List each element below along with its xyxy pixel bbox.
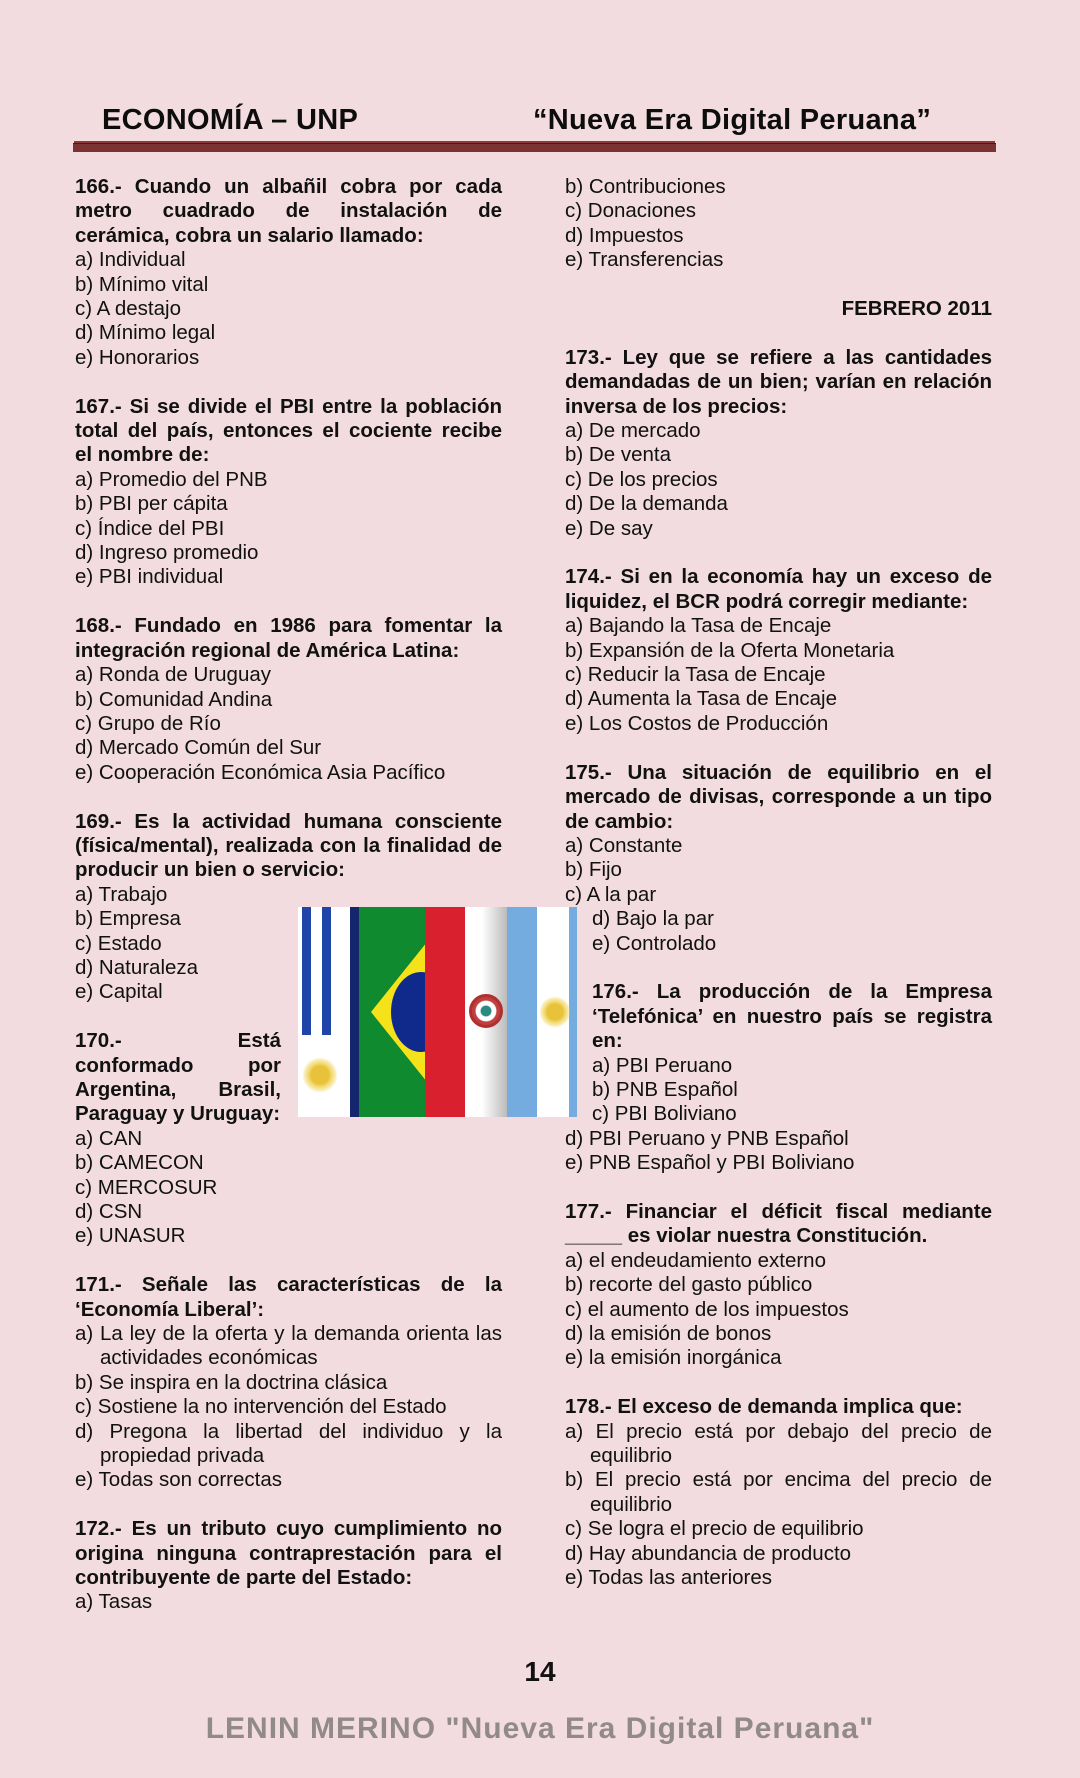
option: d) De la demanda <box>565 492 728 516</box>
question-text: 177.- Financiar el déficit fiscal mediante _____ es violar nuestra Constitución. <box>565 1199 992 1248</box>
option: b) Comunidad Andina <box>75 687 273 711</box>
option: a) Trabajo <box>75 882 168 906</box>
paraguay-flag-red <box>425 907 466 1117</box>
option: a) La ley de la oferta y la demanda orienta las actividades económicas <box>75 1322 502 1370</box>
option: d) Pregona la libertad del individuo y la propiedad privada <box>75 1419 502 1468</box>
option: c) el aumento de los impuestos <box>565 1297 849 1321</box>
question-168 <box>75 614 502 785</box>
option: e) UNASUR <box>75 1224 186 1248</box>
option: c) Estado <box>75 931 162 955</box>
header-divider <box>73 143 996 152</box>
question-178 <box>565 1395 992 1590</box>
argentina-flag <box>507 907 577 1117</box>
option: d) Hay abundancia de producto <box>565 1541 852 1565</box>
question-172 <box>75 1517 502 1615</box>
question-text: 170.- Está conformado por Argentina, Brasil, Paraguay y Uruguay: <box>75 1029 281 1126</box>
option: e) Todas son correctas <box>75 1468 283 1492</box>
option: e) Cooperación Económica Asia Pacífico <box>75 760 446 784</box>
question-text: 172.- Es un tributo cuyo cumplimiento no origina ninguna contraprestación para el contribuyente de parte del Estado: <box>75 1517 502 1590</box>
option: a) CAN <box>75 1126 143 1150</box>
option: a) Promedio del PNB <box>75 467 268 491</box>
option: b) Expansión de la Oferta Monetaria <box>565 638 895 662</box>
paraguay-flag-white <box>465 907 506 1117</box>
option: d) Mercado Común del Sur <box>75 736 322 760</box>
question-text: 171.- Señale las características de la ‘Economía Liberal’: <box>75 1273 502 1321</box>
option: e) Todas las anteriores <box>565 1566 773 1590</box>
option: c) PBI Boliviano <box>592 1102 737 1126</box>
sun-icon <box>302 1057 338 1093</box>
option: a) PBI Peruano <box>592 1053 733 1077</box>
question-text: 175.- Una situación de equilibrio en el mercado de divisas, corresponde a un tipo de cambio: <box>565 760 992 833</box>
option: b) PNB Español <box>592 1077 738 1101</box>
watermark-text: LENIN MERINO "Nueva Era Digital Peruana" <box>205 1712 875 1745</box>
question-171 <box>75 1273 502 1493</box>
brazil-flag <box>350 907 425 1117</box>
option: c) De los precios <box>565 467 718 491</box>
option: b) Empresa <box>75 907 181 931</box>
option: c) A destajo <box>75 297 181 321</box>
exam-date-label: FEBRERO 2011 <box>841 297 992 321</box>
sun-icon <box>540 995 570 1029</box>
right-column <box>565 175 992 1590</box>
option: e) Honorarios <box>75 345 200 369</box>
option: e) PBI individual <box>75 565 224 589</box>
header-left-title: ECONOMÍA – UNP <box>102 104 359 136</box>
option: e) Los Costos de Producción <box>565 711 829 735</box>
uruguay-flag <box>298 907 350 1117</box>
option: a) De mercado <box>565 419 701 443</box>
option: b) Contribuciones <box>565 175 726 198</box>
option: c) A la par <box>565 882 657 906</box>
emblem-icon <box>469 994 503 1028</box>
option: e) Transferencias <box>565 248 724 272</box>
question-173 <box>565 346 992 541</box>
option: c) Grupo de Río <box>75 711 221 735</box>
option: d) Aumenta la Tasa de Encaje <box>565 687 837 711</box>
option: c) Índice del PBI <box>75 516 225 540</box>
question-text: 167.- Si se divide el PBI entre la población total del país, entonces el cociente recibe el nombre de: <box>75 394 502 467</box>
option: d) la emisión de bonos <box>565 1322 772 1345</box>
option: c) Reducir la Tasa de Encaje <box>565 663 826 687</box>
option: b) De venta <box>565 443 671 467</box>
question-text: 174.- Si en la economía hay un exceso de liquidez, el BCR podrá corregir mediante: <box>565 565 992 613</box>
option: d) Mínimo legal <box>75 321 216 345</box>
option: c) MERCOSUR <box>75 1175 218 1199</box>
question-166 <box>75 175 502 370</box>
option: c) Se logra el precio de equilibrio <box>565 1517 864 1541</box>
option: a) El precio está por debajo del precio de equilibrio <box>565 1419 992 1468</box>
question-177 <box>565 1200 992 1371</box>
option: d) Bajo la par <box>592 907 714 931</box>
option: b) Se inspira en la doctrina clásica <box>75 1370 388 1394</box>
option: c) Donaciones <box>565 199 697 223</box>
question-text: 173.- Ley que se refiere a las cantidades demandadas de un bien; varían en relación inversa de los precios: <box>565 345 992 418</box>
option: a) Ronda de Uruguay <box>75 663 272 687</box>
option: b) Fijo <box>565 858 622 882</box>
option: e) Controlado <box>592 931 717 955</box>
option: b) PBI per cápita <box>75 492 228 516</box>
question-174 <box>565 565 992 736</box>
left-column <box>75 175 502 1615</box>
option: b) El precio está por encima del precio de equilibrio <box>565 1468 992 1516</box>
option: d) Impuestos <box>565 223 684 247</box>
option: a) Constante <box>565 833 683 857</box>
option: d) Naturaleza <box>75 955 199 979</box>
option: a) el endeudamiento externo <box>565 1248 826 1272</box>
option: e) Capital <box>75 980 163 1004</box>
question-text: 166.- Cuando un albañil cobra por cada metro cuadrado de instalación de cerámica, cobra un salario llamado: <box>75 175 502 247</box>
option: e) De say <box>565 516 653 540</box>
option: c) Sostiene la no intervención del Estado <box>75 1395 447 1419</box>
option: e) PNB Español y PBI Boliviano <box>565 1151 855 1175</box>
option: b) Mínimo vital <box>75 272 209 296</box>
option: e) la emisión inorgánica <box>565 1346 782 1370</box>
option: d) CSN <box>75 1200 143 1223</box>
option: a) Tasas <box>75 1590 153 1614</box>
question-text: 169.- Es la actividad humana consciente (física/mental), realizada con la finalidad de producir un bien o servicio: <box>75 809 502 882</box>
question-text: 178.- El exceso de demanda implica que: <box>565 1395 963 1419</box>
header-right-title: “Nueva Era Digital Peruana” <box>533 104 932 136</box>
option: b) recorte del gasto público <box>565 1273 813 1297</box>
option: d) PBI Peruano y PNB Español <box>565 1126 849 1150</box>
question-175 <box>565 761 992 956</box>
option: a) Bajando la Tasa de Encaje <box>565 614 832 638</box>
question-176 <box>565 980 992 1175</box>
mercosur-flags-image <box>298 907 577 1117</box>
question-167 <box>75 395 502 590</box>
option: a) Individual <box>75 248 186 272</box>
question-text: 168.- Fundado en 1986 para fomentar la integración regional de América Latina: <box>75 614 502 662</box>
option: b) CAMECON <box>75 1151 204 1175</box>
option: d) Ingreso promedio <box>75 541 259 565</box>
question-text: 176.- La producción de la Empresa ‘Telefónica’ en nuestro país se registra en: <box>592 980 992 1053</box>
page-number: 14 <box>524 1656 556 1687</box>
